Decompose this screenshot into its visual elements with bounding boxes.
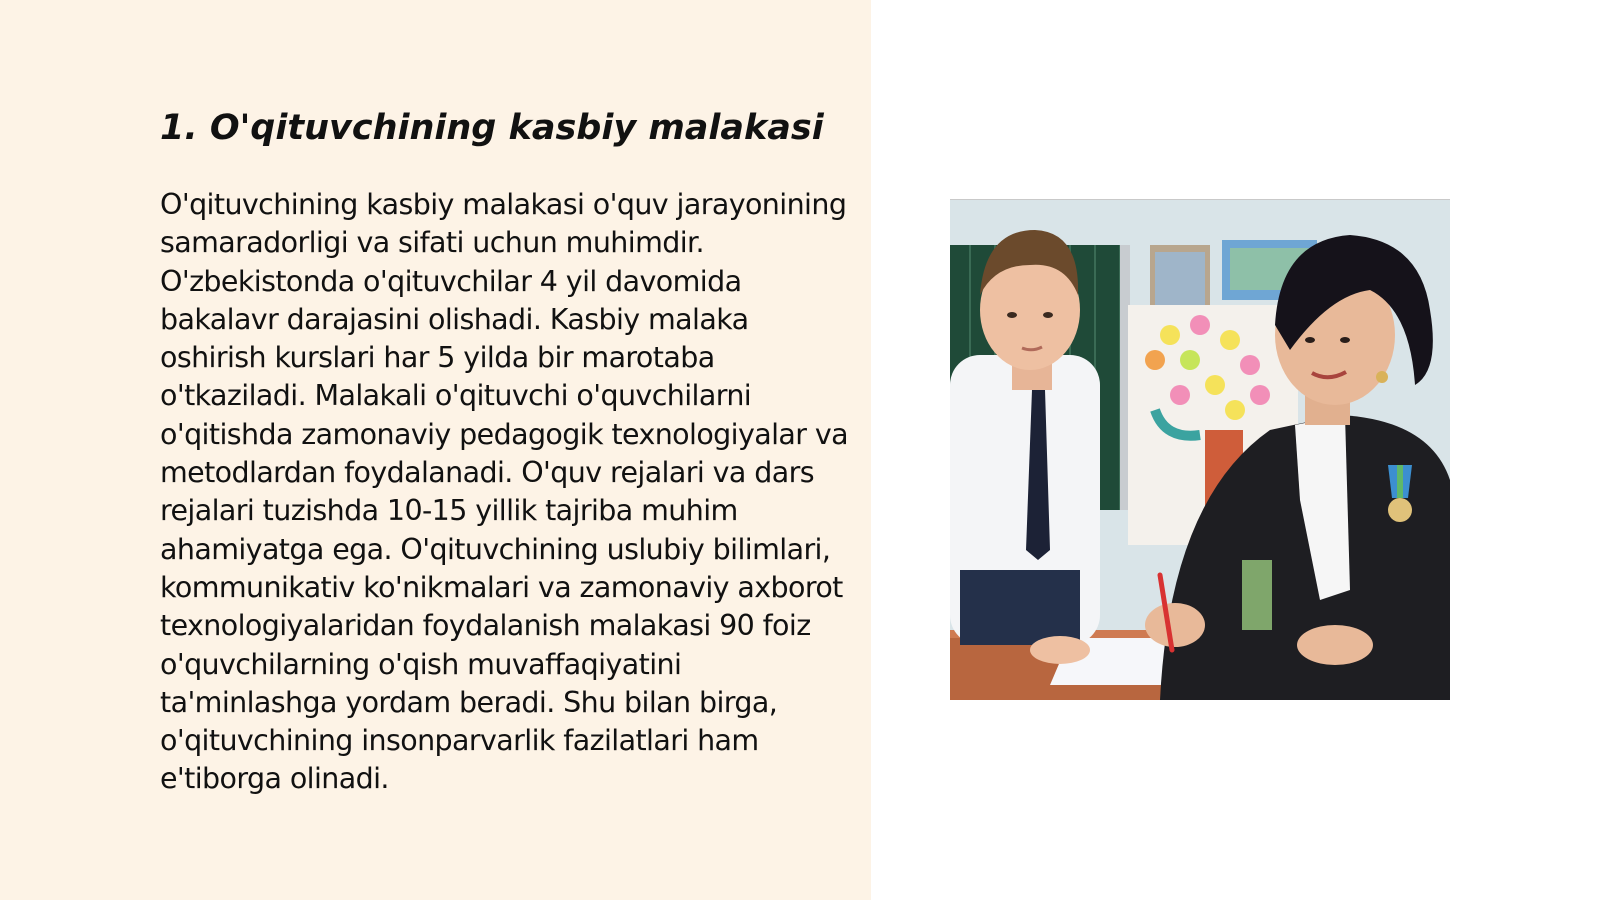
slide-body-text: O'qituvchining kasbiy malakasi o'quv jarayonining samaradorligi va sifati uchun muhimdir. O'zbekistonda o'qituvchilar 4 yil davomida bakalavr darajasini olishadi. Kasbiy malaka oshirish kurslari har 5 yilda bir marotaba o'tkaziladi. Malakali o'qituvchi o'quvchilarni o'qitishda zamonaviy pedagogik texnologiyalar va metodlardan foydalanadi. O'quv rejalari va dars rejalari tuzishda 10-15 yillik tajriba muhim ahamiyatga ega. O'qituvchining uslubiy bilimlari, kommunikativ ko'nikmalari va zamonaviy axborot texnologiyalaridan foydalanish malakasi 90 foiz o'quvchilarning o'qish muvaffaqiyatini ta'minlashga yordam beradi. Shu bilan birga, o'qituvchining insonparvarlik fazilatlari ham e'tiborga olinadi.: [160, 188, 849, 796]
slide-title: 1. O'qituvchining kasbiy malakasi: [160, 108, 824, 148]
plant: [1242, 560, 1272, 630]
teacher-student-photo: [950, 199, 1450, 700]
